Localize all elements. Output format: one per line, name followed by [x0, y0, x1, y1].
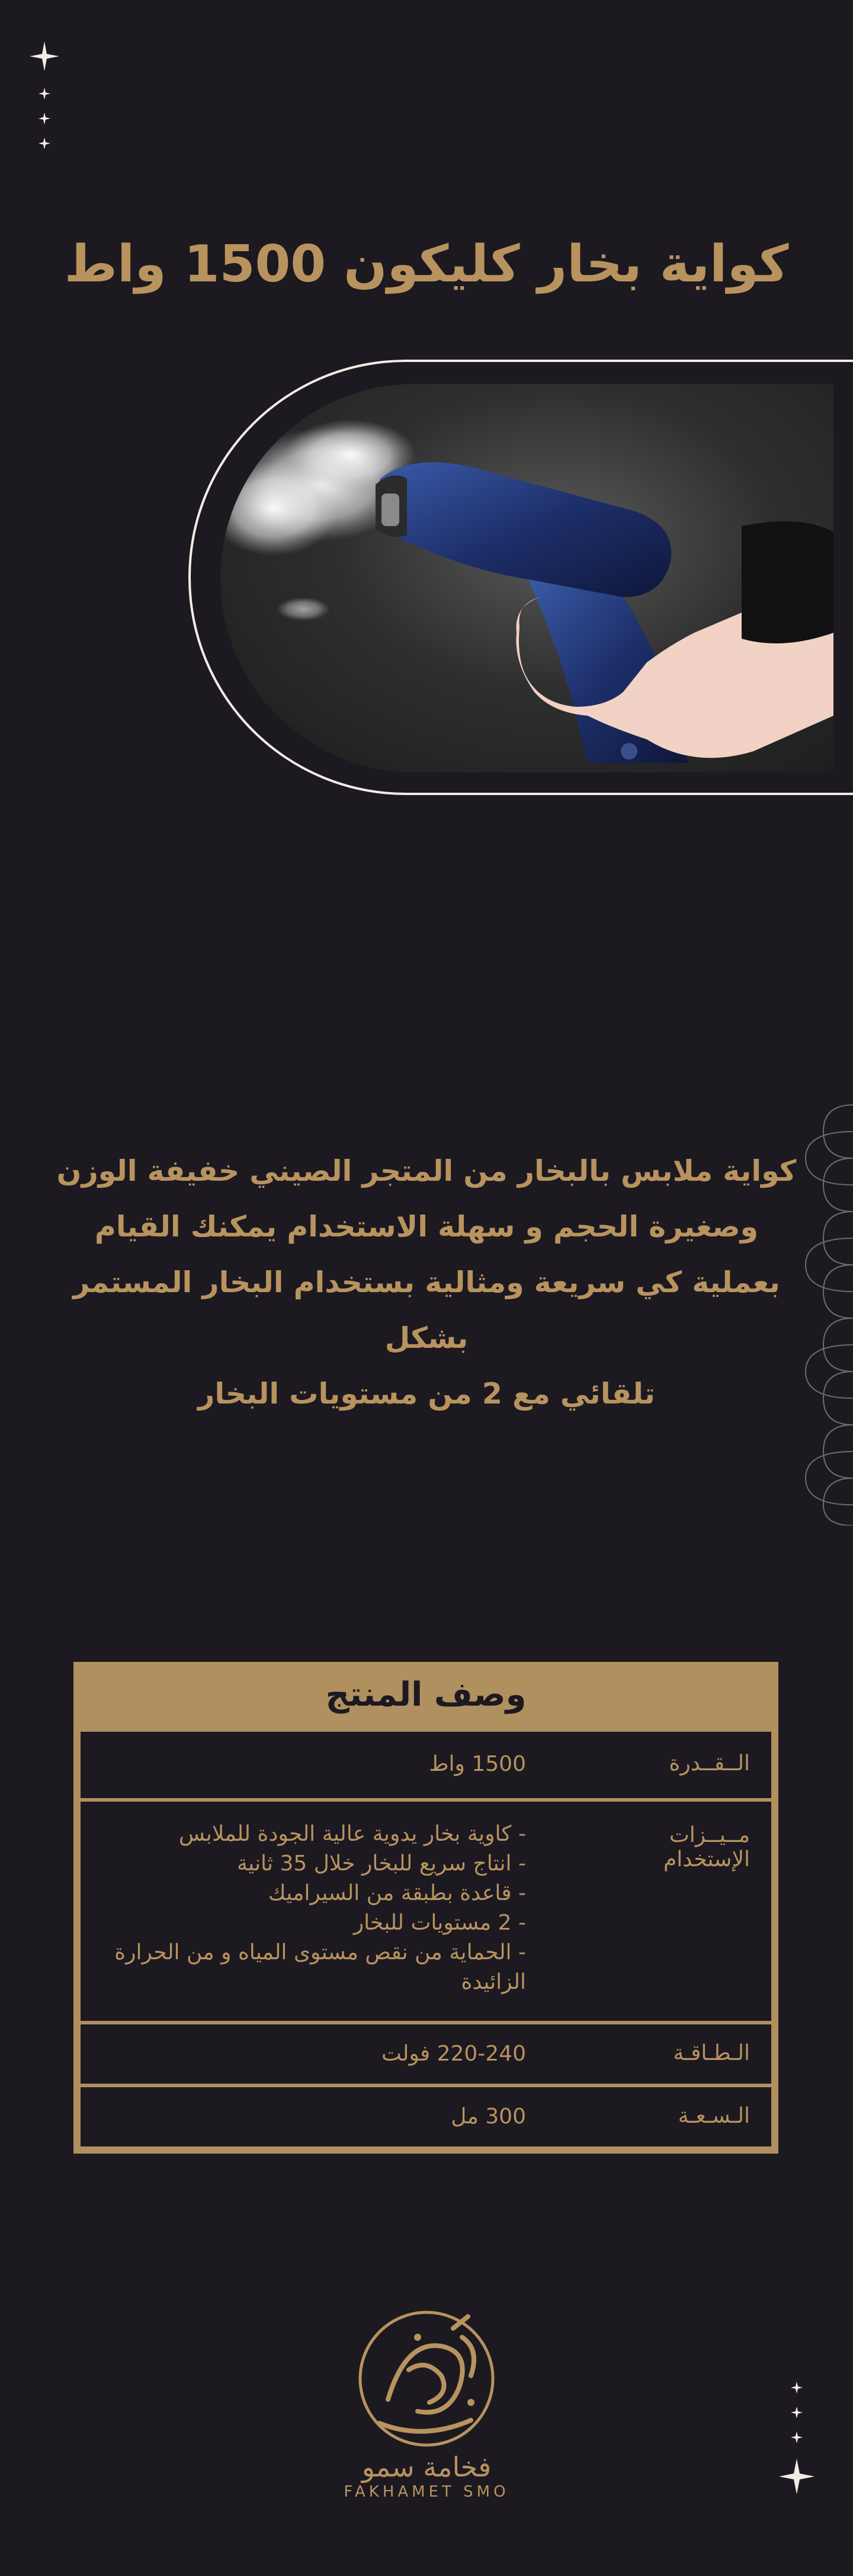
- specs-table: [73, 1662, 778, 2154]
- value-line: 220-240 فولت: [381, 2042, 526, 2066]
- description-line: تلقائي مع 2 من مستويات البخار: [198, 1377, 655, 1411]
- row-value: [111, 1819, 526, 1997]
- steamer-product-image: [220, 384, 833, 773]
- page-title: كواية بخار كليكون 1500 واط: [64, 234, 789, 294]
- value-line: - كاوية بخار يدوية عالية الجودة للملابس: [178, 1822, 526, 1846]
- row-value: [111, 2039, 526, 2069]
- row-value: [111, 2102, 526, 2132]
- row-label: الـطـاقـة: [673, 2041, 750, 2065]
- table-row: [81, 1802, 771, 2021]
- brand-logo: [332, 2305, 521, 2512]
- value-line: - انتاج سريع للبخار خلال 35 ثانية: [236, 1851, 526, 1876]
- row-value: [111, 1750, 526, 1779]
- product-description: [53, 1143, 800, 1422]
- table-row: [81, 2024, 771, 2084]
- value-line: الزائيدة: [461, 1970, 526, 1994]
- value-line: - الحماية من نقص مستوى المياه و من الحرارة: [114, 1940, 526, 1965]
- description-line: بعملية كي سريعة ومثالية بستخدام البخار المستمر بشكل: [73, 1265, 780, 1355]
- row-label: الـسـعـة: [678, 2104, 750, 2128]
- scallop-ornament: [794, 1093, 853, 1526]
- calligraphy-logo-icon: [352, 2305, 501, 2453]
- value-line: 300 مل: [451, 2104, 526, 2129]
- specs-table-heading: وصف المنتج: [325, 1675, 527, 1714]
- sparkle-icon: [24, 36, 65, 154]
- brand-name-english: FAKHAMET SMO: [344, 2483, 509, 2501]
- value-line: 1500 واط: [429, 1752, 526, 1776]
- value-line: - قاعدة بطبقة من السيراميك: [268, 1881, 526, 1905]
- table-row: [81, 2087, 771, 2146]
- brand-name-arabic: فخامة سمو: [361, 2451, 492, 2483]
- table-row: [81, 1732, 771, 1798]
- value-line: - 2 مستويات للبخار: [353, 1911, 526, 1935]
- row-label: الــقــدرة: [669, 1751, 750, 1776]
- sparkle-icon: [770, 2370, 823, 2512]
- row-label: مــيــزات الإستخدام: [663, 1823, 750, 1872]
- description-line: كواية ملابس بالبخار من المتجر الصيني خفيفة الوزن: [56, 1154, 797, 1188]
- description-line: وصغيرة الحجم و سهلة الاستخدام يمكنك القيام: [94, 1210, 759, 1244]
